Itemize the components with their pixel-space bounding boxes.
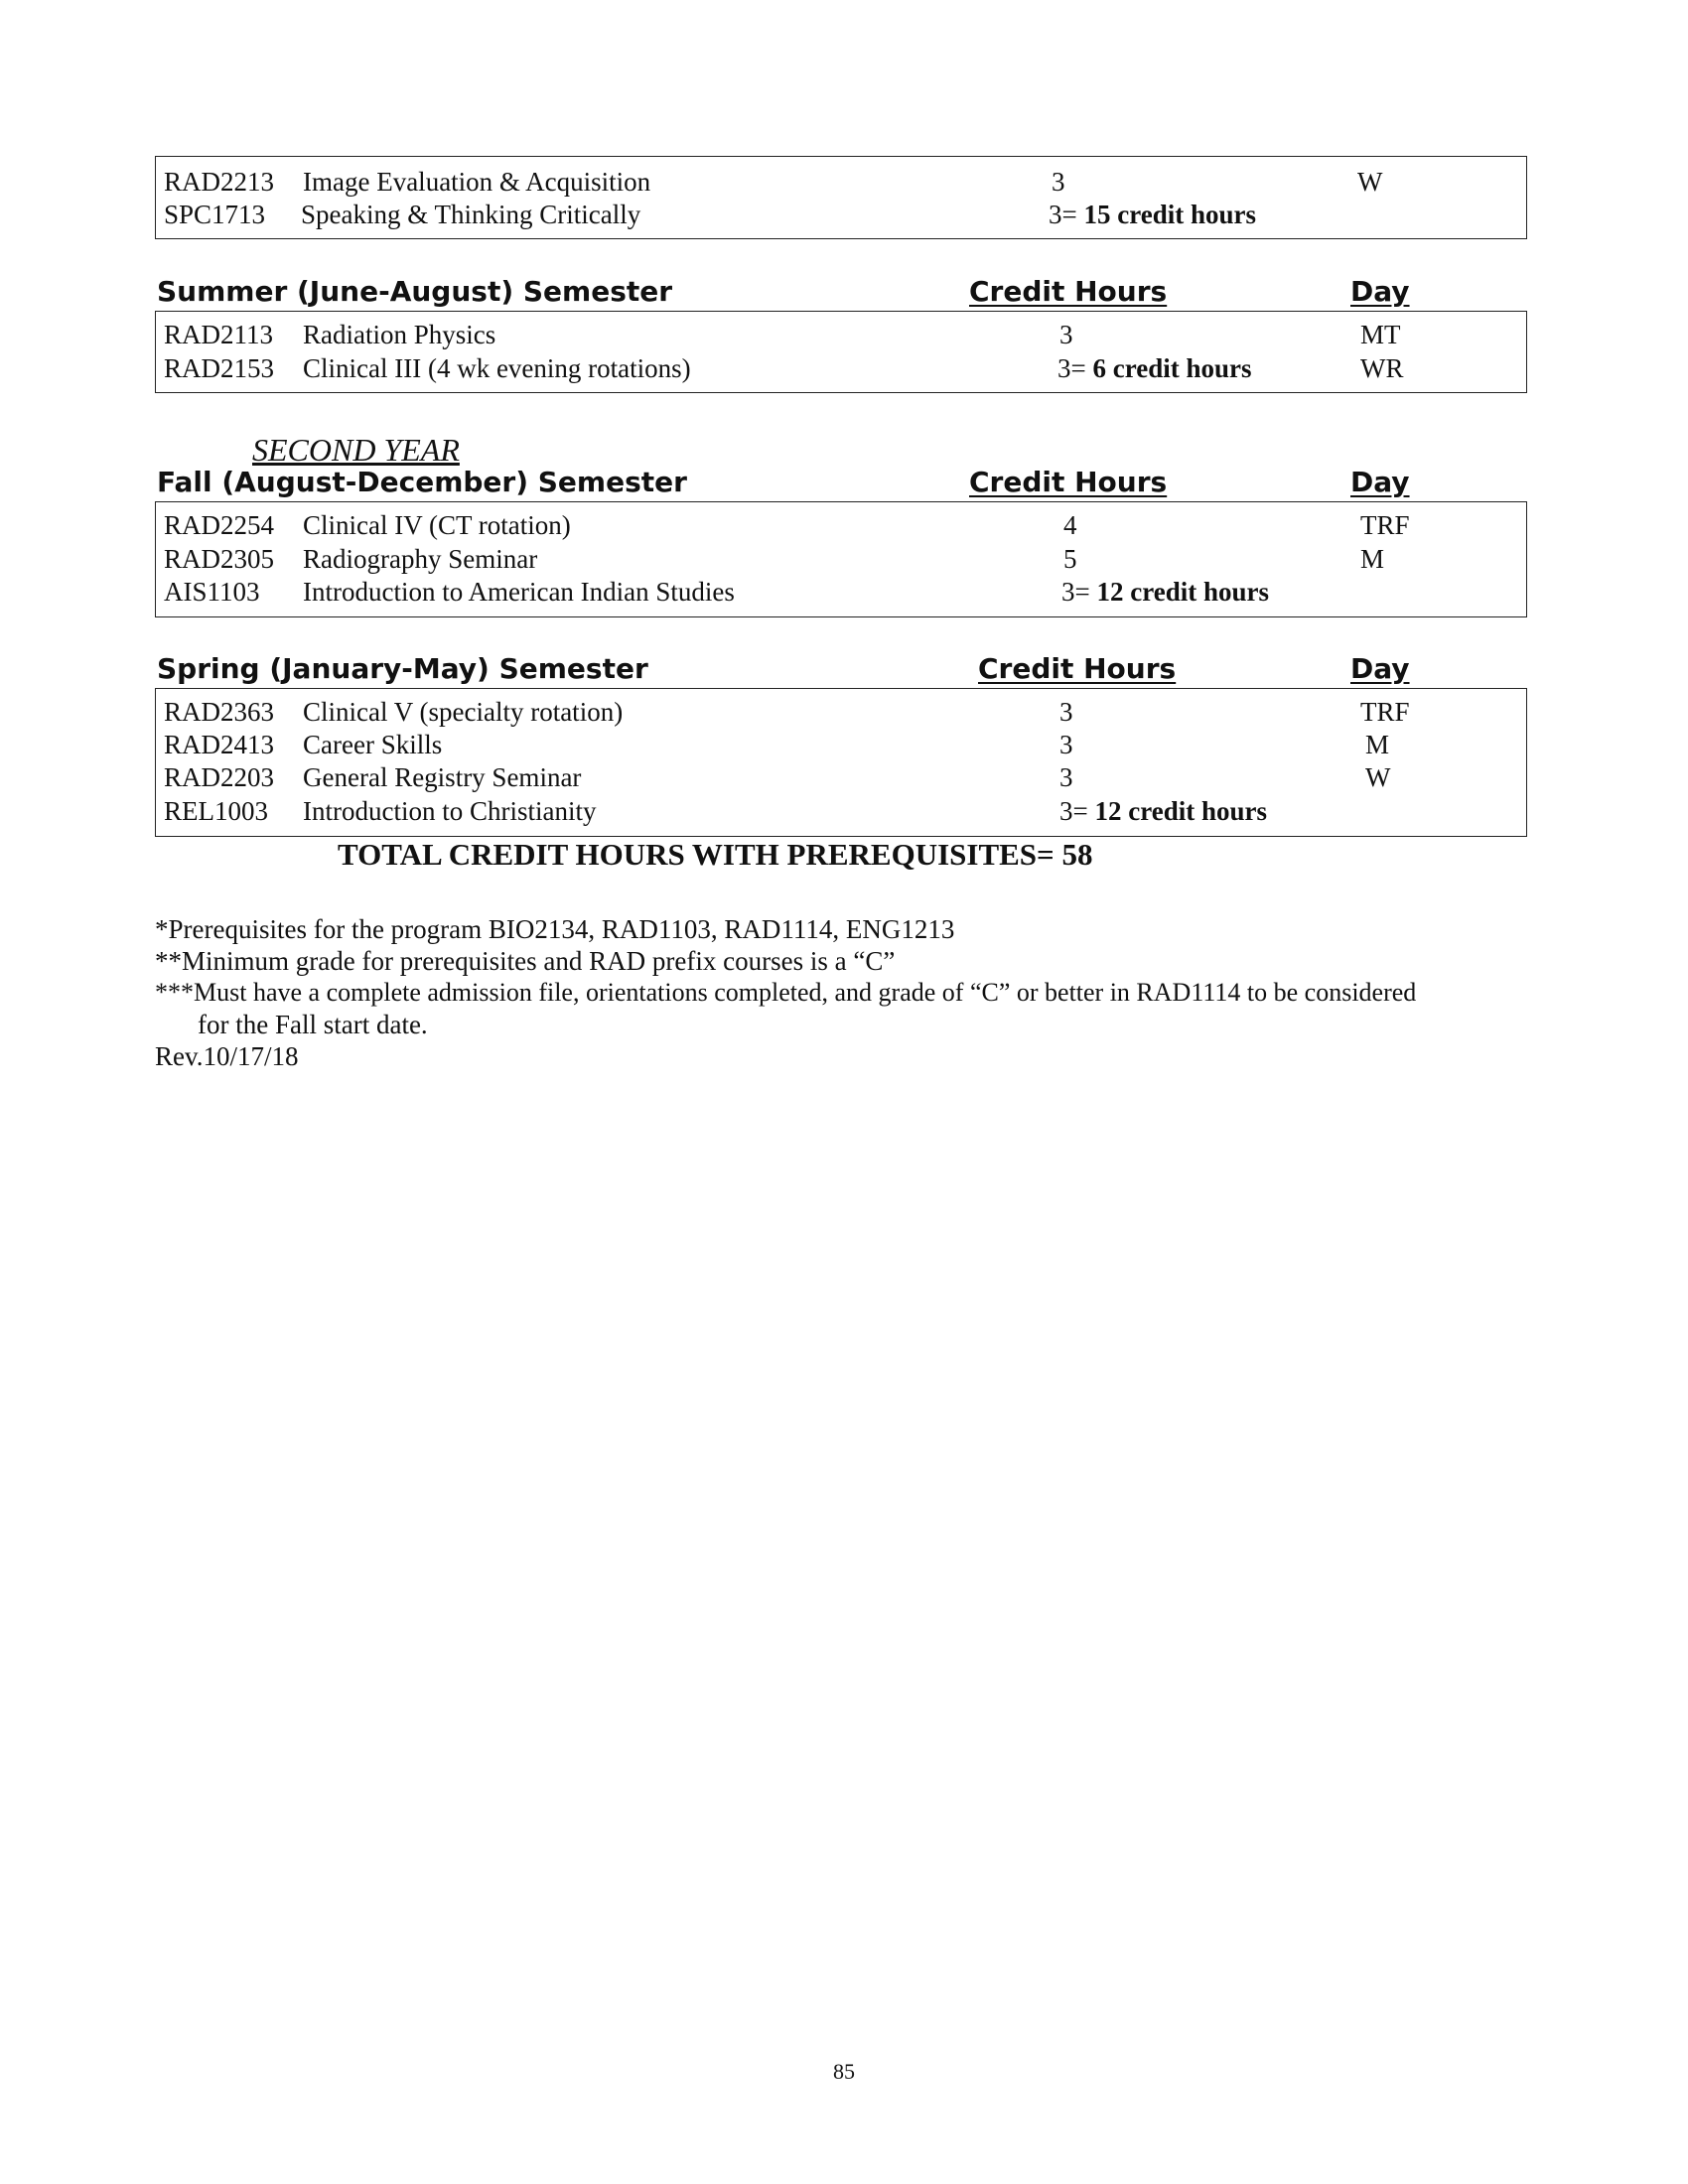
credit-hours-total: 15 credit hours: [1083, 200, 1256, 229]
credit-hours: [1059, 794, 1267, 828]
minimum-grade-note: **Minimum grade for prerequisites and RAD prefix courses is a “C”: [155, 946, 896, 976]
course-day: M: [1365, 730, 1390, 759]
day-header: Day: [1350, 652, 1410, 685]
table-row: [156, 794, 1526, 828]
course-day: TRF: [1360, 510, 1410, 540]
credit-hours-header: Credit Hours: [969, 466, 1168, 498]
credit-hours: 3: [1052, 167, 1065, 197]
table-row: [156, 728, 1526, 761]
credit-hours: 3: [1059, 697, 1073, 727]
table-row: [156, 508, 1526, 542]
course-title: Clinical III (4 wk evening rotations): [303, 353, 691, 383]
table-row: [156, 198, 1526, 231]
course-day: M: [1360, 544, 1385, 574]
spring-course-table: [155, 688, 1527, 837]
top-course-table: [155, 156, 1527, 239]
credit-hours: [1061, 575, 1269, 609]
course-day: WR: [1360, 353, 1404, 383]
credit-hours-total: 12 credit hours: [1094, 796, 1267, 826]
credit-hours-prefix: 3=: [1061, 577, 1090, 607]
spring-heading-row: [155, 649, 1527, 689]
credit-hours: 4: [1063, 510, 1077, 540]
course-code: RAD2363: [164, 697, 275, 727]
summer-course-table: [155, 311, 1527, 393]
course-code: RAD2153: [164, 353, 275, 383]
admission-note-continued: for the Fall start date.: [198, 1010, 428, 1039]
course-code: REL1003: [164, 796, 268, 826]
admission-note: ***Must have a complete admission file, orientations completed, and grade of “C” or better in RAD1114 to be considered: [155, 978, 1417, 1007]
course-code: RAD2203: [164, 762, 275, 792]
course-title: Career Skills: [303, 730, 443, 759]
course-day: MT: [1360, 320, 1401, 349]
fall-course-table: [155, 501, 1527, 617]
course-code: RAD2254: [164, 510, 275, 540]
credit-hours-total: 6 credit hours: [1092, 353, 1252, 383]
semester-heading: Summer (June-August) Semester: [157, 275, 673, 308]
credit-hours: 3: [1059, 730, 1073, 759]
semester-heading: Spring (January-May) Semester: [157, 652, 648, 685]
summer-heading-row: [155, 272, 1527, 312]
credit-hours-header: Credit Hours: [969, 275, 1168, 308]
course-day: W: [1365, 762, 1391, 792]
table-row: [156, 318, 1526, 351]
credit-hours-prefix: 3=: [1057, 353, 1086, 383]
table-row: [156, 351, 1526, 385]
table-row: [156, 542, 1526, 576]
course-code: RAD2305: [164, 544, 275, 574]
total-credit-hours: TOTAL CREDIT HOURS WITH PREREQUISITES= 58: [338, 837, 1093, 872]
course-title: Radiography Seminar: [303, 544, 538, 574]
page-number: 85: [833, 2059, 855, 2084]
credit-hours: 5: [1063, 544, 1077, 574]
credit-hours-prefix: 3=: [1049, 200, 1077, 229]
course-title: Image Evaluation & Acquisition: [303, 167, 651, 197]
revision-date: Rev.10/17/18: [155, 1041, 299, 1071]
credit-hours-total: 12 credit hours: [1096, 577, 1269, 607]
fall-heading-row: [155, 463, 1527, 502]
course-code: RAD2413: [164, 730, 275, 759]
table-row: [156, 760, 1526, 794]
course-title: General Registry Seminar: [303, 762, 582, 792]
course-title: Clinical V (specialty rotation): [303, 697, 624, 727]
course-code: RAD2213: [164, 167, 275, 197]
credit-hours-header: Credit Hours: [978, 652, 1177, 685]
course-day: TRF: [1360, 697, 1410, 727]
table-row: [156, 695, 1526, 729]
credit-hours: [1049, 198, 1256, 231]
second-year-label: SECOND YEAR: [252, 432, 460, 468]
credit-hours-prefix: 3=: [1059, 796, 1088, 826]
course-title: Clinical IV (CT rotation): [303, 510, 571, 540]
table-row: [156, 165, 1526, 199]
course-title: Radiation Physics: [303, 320, 496, 349]
prerequisites-note: *Prerequisites for the program BIO2134, RAD1103, RAD1114, ENG1213: [155, 914, 955, 944]
table-row: [156, 575, 1526, 609]
credit-hours: 3: [1059, 320, 1073, 349]
course-code: RAD2113: [164, 320, 274, 349]
day-header: Day: [1350, 275, 1410, 308]
credit-hours: [1057, 351, 1251, 385]
semester-heading: Fall (August-December) Semester: [157, 466, 687, 498]
course-title: Introduction to Christianity: [303, 796, 597, 826]
course-code: AIS1103: [164, 577, 260, 607]
course-code: SPC1713: [164, 200, 266, 229]
course-title: Introduction to American Indian Studies: [303, 577, 735, 607]
credit-hours: 3: [1059, 762, 1073, 792]
course-day: W: [1357, 167, 1383, 197]
day-header: Day: [1350, 466, 1410, 498]
course-title: Speaking & Thinking Critically: [301, 200, 641, 229]
